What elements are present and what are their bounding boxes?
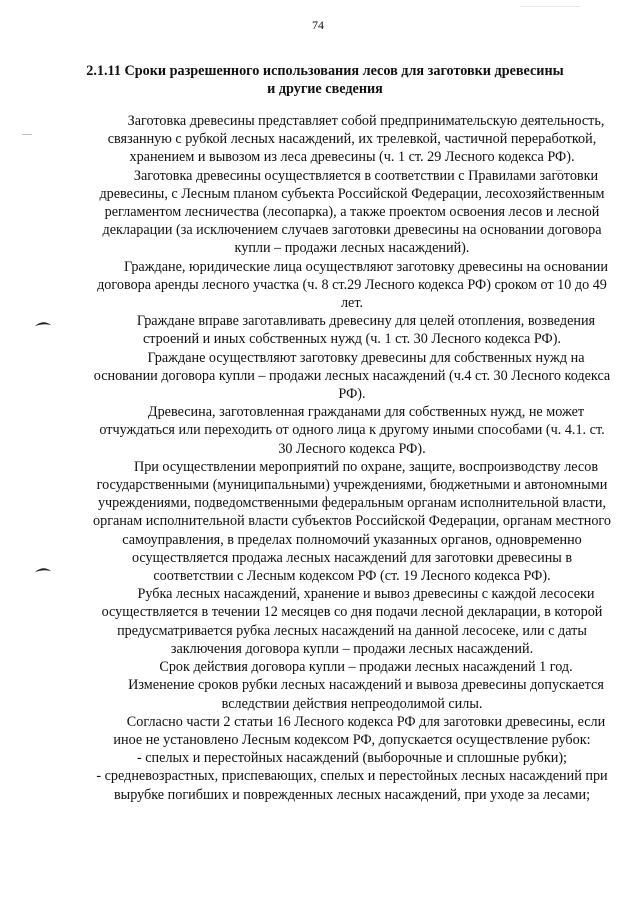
paragraph: Заготовка древесины представляет собой предпринимательскую деятельность, связанную с рубкой лесных насаждений, их трелевкой, частичной переработкой, хранением и вывозом из леса древесины (ч. 1 ст. 29 Лесного кодекса РФ).	[107, 113, 605, 166]
page-number: 74	[312, 18, 324, 32]
list-item: - средневозрастных, приспевающих, спелых и перестойных лесных насаждений при вырубке погибших и поврежденных лесных насаждений, при уходе за лесами;	[96, 768, 608, 803]
paragraph: Согласно части 2 статьи 16 Лесного кодекса РФ для заготовки древесины, если иное не установлено Лесным кодексом РФ, допускается осуществление рубок:	[113, 713, 606, 748]
paragraph: Изменение сроков рубки лесных насаждений и вывоза древесины допускается вследствии действия непреодолимой силы.	[128, 677, 604, 712]
document-body	[92, 112, 612, 804]
scan-speck	[520, 6, 580, 7]
section-heading	[70, 62, 580, 98]
section-heading-line-1: 2.1.11 Сроки разрешенного использования лесов для заготовки древесины	[86, 63, 564, 79]
paragraph: При осуществлении мероприятий по охране, защите, воспроизводству лесов государственными (муниципальными) учреждениями, бюджетными и автономными учреждениями, подведомственными федеральным органам исполнительной власти, органам исполнительной власти субъектов Российской Федерации, органам местного самоуправления, в пределах полномочий указанных органов, одновременно осуществляется продажа лесных насаждений для заготовки древесины в соответствии с Лесным кодексом РФ (ст. 19 Лесного кодекса РФ).	[93, 458, 611, 585]
paragraph: Граждане осуществляют заготовку древесины для собственных нужд на основании договора купли – продажи лесных насаждений (ч.4 ст. 30 Лесного кодекса РФ).	[93, 349, 611, 403]
paragraph: Граждане, юридические лица осуществляют заготовку древесины на основании договора аренды лесного участка (ч. 8 ст.29 Лесного кодекса РФ) сроком от 10 до 49 лет.	[97, 258, 608, 312]
binder-hole-mark-icon	[34, 566, 52, 573]
paragraph: Срок действия договора купли – продажи лесных насаждений 1 год.	[159, 659, 573, 676]
paragraph: Рубка лесных насаждений, хранение и вывоз древесины с каждой лесосеки осуществляется в течении 12 месяцев со дня подачи лесной декларации, в которой предусматривается рубка лесных насаждений на данной лесосеке, или с даты заключения договора купли – продажи лесных насаждений.	[101, 586, 603, 657]
scan-speck	[22, 134, 32, 135]
binder-hole-mark-icon	[34, 320, 52, 327]
list-item: - спелых и перестойных насаждений (выборочные и сплошные рубки);	[136, 750, 568, 767]
section-heading-line-2: и другие сведения	[267, 81, 383, 97]
paragraph: Древесина, заготовленная гражданами для собственных нужд, не может отчуждаться или переходить от одного лица к другому иными способами (ч. 4.1. ст. 30 Лесного кодекса РФ).	[99, 404, 605, 457]
paragraph: Заготовка древесины осуществляется в соответствии с Правилами заготовки древесины, с Лесным планом субъекта Российской Федерации, лесохозяйственным регламентом лесничества (лесопарка), а также проектом освоения лесов и лесной декларации (за исключением случаев заготовки древесины на основании договора купли – продажи лесных насаждений).	[99, 167, 605, 257]
paragraph: Граждане вправе заготавливать древесину для целей отопления, возведения строений и иных собственных нужд (ч. 1 ст. 30 Лесного кодекса РФ).	[136, 313, 596, 348]
